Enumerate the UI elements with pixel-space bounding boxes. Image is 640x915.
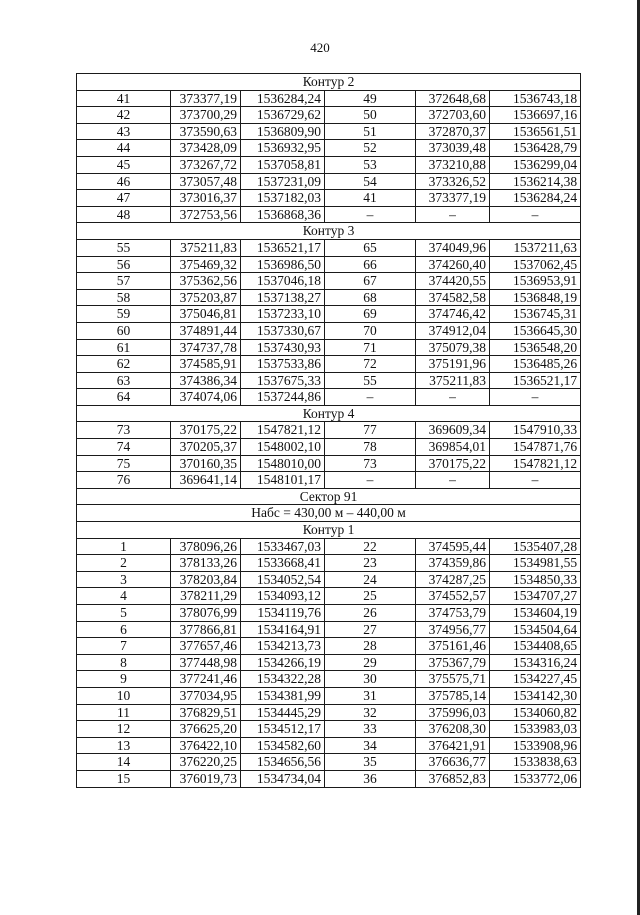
coordinates-table-body: [77, 74, 581, 788]
table-cell: 376422,10: [171, 737, 241, 754]
table-cell: 1534227,45: [490, 671, 581, 688]
table-cell: 7: [77, 638, 171, 655]
table-row: [77, 770, 581, 787]
table-cell: 1534707,27: [490, 588, 581, 605]
table-row: [77, 372, 581, 389]
table-cell: 1536809,90: [241, 123, 325, 140]
table-cell: 373700,29: [171, 107, 241, 124]
table-cell: 9: [77, 671, 171, 688]
table-cell: 378096,26: [171, 538, 241, 555]
table-cell: 374912,04: [416, 322, 490, 339]
table-cell: 4: [77, 588, 171, 605]
table-cell: 1547821,12: [490, 455, 581, 472]
table-cell: 1536645,30: [490, 322, 581, 339]
table-cell: –: [325, 206, 416, 223]
table-cell: 370160,35: [171, 455, 241, 472]
section-header-row: [77, 488, 581, 505]
table-cell: 1533983,03: [490, 721, 581, 738]
table-cell: 375161,46: [416, 638, 490, 655]
table-cell: 373590,63: [171, 123, 241, 140]
table-cell: 60: [77, 322, 171, 339]
table-cell: 73: [325, 455, 416, 472]
table-cell: 374552,57: [416, 588, 490, 605]
table-cell: 10: [77, 687, 171, 704]
table-cell: 1536848,19: [490, 289, 581, 306]
table-cell: 12: [77, 721, 171, 738]
table-row: [77, 704, 581, 721]
table-cell: 44: [77, 140, 171, 157]
table-cell: 373377,19: [416, 190, 490, 207]
table-row: [77, 455, 581, 472]
table-cell: 1537231,09: [241, 173, 325, 190]
table-cell: 1536743,18: [490, 90, 581, 107]
table-cell: 1534164,91: [241, 621, 325, 638]
table-cell: 375079,38: [416, 339, 490, 356]
section-header: Контур 4: [77, 405, 581, 422]
table-cell: 1536284,24: [490, 190, 581, 207]
table-cell: 1537138,27: [241, 289, 325, 306]
table-row: [77, 721, 581, 738]
section-header-row: [77, 223, 581, 240]
table-cell: 373057,48: [171, 173, 241, 190]
table-cell: 1534656,56: [241, 754, 325, 771]
table-cell: 1537533,86: [241, 356, 325, 373]
table-row: [77, 322, 581, 339]
section-header-row: [77, 505, 581, 522]
table-cell: 374582,58: [416, 289, 490, 306]
table-cell: 54: [325, 173, 416, 190]
table-cell: 29: [325, 654, 416, 671]
table-cell: 373267,72: [171, 156, 241, 173]
table-cell: 376019,73: [171, 770, 241, 787]
table-cell: 22: [325, 538, 416, 555]
table-cell: 41: [325, 190, 416, 207]
table-cell: 63: [77, 372, 171, 389]
table-cell: 26: [325, 605, 416, 622]
table-cell: 378211,29: [171, 588, 241, 605]
table-cell: 376829,51: [171, 704, 241, 721]
table-cell: 62: [77, 356, 171, 373]
table-cell: 374049,96: [416, 239, 490, 256]
table-cell: 1536868,36: [241, 206, 325, 223]
table-cell: 1537430,93: [241, 339, 325, 356]
table-cell: 1534322,28: [241, 671, 325, 688]
table-cell: 375785,14: [416, 687, 490, 704]
table-cell: 1536521,17: [241, 239, 325, 256]
table-cell: 378133,26: [171, 555, 241, 572]
table-cell: 69: [325, 306, 416, 323]
table-cell: 61: [77, 339, 171, 356]
table-cell: 376636,77: [416, 754, 490, 771]
table-cell: 378203,84: [171, 571, 241, 588]
table-cell: 375367,79: [416, 654, 490, 671]
table-cell: 1547821,12: [241, 422, 325, 439]
table-cell: 1536561,51: [490, 123, 581, 140]
table-cell: 372648,68: [416, 90, 490, 107]
table-cell: 1537330,67: [241, 322, 325, 339]
table-cell: 1533467,03: [241, 538, 325, 555]
table-cell: 46: [77, 173, 171, 190]
table-row: [77, 687, 581, 704]
table-cell: 13: [77, 737, 171, 754]
table-cell: 68: [325, 289, 416, 306]
table-cell: 42: [77, 107, 171, 124]
table-cell: 369854,01: [416, 439, 490, 456]
table-cell: 374420,55: [416, 273, 490, 290]
table-cell: 72: [325, 356, 416, 373]
table-cell: 375575,71: [416, 671, 490, 688]
table-cell: 369609,34: [416, 422, 490, 439]
table-cell: 36: [325, 770, 416, 787]
table-row: [77, 356, 581, 373]
page-number: 420: [310, 40, 330, 55]
table-row: [77, 206, 581, 223]
table-cell: 1535407,28: [490, 538, 581, 555]
table-cell: 370175,22: [171, 422, 241, 439]
table-row: [77, 439, 581, 456]
table-row: [77, 190, 581, 207]
table-row: [77, 306, 581, 323]
table-cell: 1534052,54: [241, 571, 325, 588]
table-cell: 1536284,24: [241, 90, 325, 107]
table-cell: 375362,56: [171, 273, 241, 290]
table-row: [77, 754, 581, 771]
table-cell: 373326,52: [416, 173, 490, 190]
table-cell: 376220,25: [171, 754, 241, 771]
table-cell: –: [325, 472, 416, 489]
table-cell: 1534060,82: [490, 704, 581, 721]
table-row: [77, 638, 581, 655]
table-row: [77, 538, 581, 555]
table-cell: 1536953,91: [490, 273, 581, 290]
table-row: [77, 472, 581, 489]
table-cell: 25: [325, 588, 416, 605]
table-row: [77, 256, 581, 273]
table-cell: 31: [325, 687, 416, 704]
table-cell: 2: [77, 555, 171, 572]
table-cell: 374891,44: [171, 322, 241, 339]
section-header-row: [77, 74, 581, 91]
table-cell: 77: [325, 422, 416, 439]
table-cell: 73: [77, 422, 171, 439]
table-cell: 1534142,30: [490, 687, 581, 704]
table-cell: 1537675,33: [241, 372, 325, 389]
table-cell: 1534512,17: [241, 721, 325, 738]
table-cell: 51: [325, 123, 416, 140]
table-cell: 374595,44: [416, 538, 490, 555]
section-header: Контур 2: [77, 74, 581, 91]
table-cell: 1534850,33: [490, 571, 581, 588]
table-cell: 1536485,26: [490, 356, 581, 373]
table-cell: –: [490, 472, 581, 489]
table-row: [77, 555, 581, 572]
table-cell: 377657,46: [171, 638, 241, 655]
table-cell: 70: [325, 322, 416, 339]
table-row: [77, 571, 581, 588]
table-cell: –: [416, 389, 490, 406]
table-row: [77, 239, 581, 256]
table-cell: 57: [77, 273, 171, 290]
table-cell: 78: [325, 439, 416, 456]
table-cell: 375211,83: [416, 372, 490, 389]
table-cell: 56: [77, 256, 171, 273]
table-cell: 1537062,45: [490, 256, 581, 273]
table-cell: –: [325, 389, 416, 406]
table-cell: 376625,20: [171, 721, 241, 738]
table-cell: 1536214,38: [490, 173, 581, 190]
table-cell: 1534266,19: [241, 654, 325, 671]
table-cell: 47: [77, 190, 171, 207]
table-cell: 1534119,76: [241, 605, 325, 622]
table-cell: 1533908,96: [490, 737, 581, 754]
table-cell: 375211,83: [171, 239, 241, 256]
table-cell: 374737,78: [171, 339, 241, 356]
table-cell: 1548002,10: [241, 439, 325, 456]
table-row: [77, 389, 581, 406]
table-cell: 3: [77, 571, 171, 588]
table-cell: 373016,37: [171, 190, 241, 207]
table-cell: 375046,81: [171, 306, 241, 323]
table-cell: 377241,46: [171, 671, 241, 688]
table-cell: –: [490, 206, 581, 223]
table-cell: 374753,79: [416, 605, 490, 622]
table-cell: 377866,81: [171, 621, 241, 638]
table-cell: 1533838,63: [490, 754, 581, 771]
section-header: Сектор 91: [77, 488, 581, 505]
table-cell: 67: [325, 273, 416, 290]
table-cell: 1536697,16: [490, 107, 581, 124]
table-cell: 1534408,65: [490, 638, 581, 655]
table-cell: 1533668,41: [241, 555, 325, 572]
table-row: [77, 737, 581, 754]
table-cell: 32: [325, 704, 416, 721]
table-cell: 1548010,00: [241, 455, 325, 472]
table-cell: 1: [77, 538, 171, 555]
table-row: [77, 156, 581, 173]
table-row: [77, 107, 581, 124]
table-row: [77, 422, 581, 439]
table-cell: –: [416, 206, 490, 223]
table-cell: 1537182,03: [241, 190, 325, 207]
table-cell: 376421,91: [416, 737, 490, 754]
table-row: [77, 173, 581, 190]
table-cell: 35: [325, 754, 416, 771]
table-cell: 373377,19: [171, 90, 241, 107]
table-cell: 11: [77, 704, 171, 721]
table-cell: 1534582,60: [241, 737, 325, 754]
table-cell: 1534213,73: [241, 638, 325, 655]
table-cell: 374585,91: [171, 356, 241, 373]
table-cell: 45: [77, 156, 171, 173]
table-row: [77, 605, 581, 622]
table-cell: 1536745,31: [490, 306, 581, 323]
table-cell: 1547871,76: [490, 439, 581, 456]
table-cell: 6: [77, 621, 171, 638]
table-cell: 55: [325, 372, 416, 389]
section-header: Контур 1: [77, 522, 581, 539]
table-cell: 1537058,81: [241, 156, 325, 173]
table-cell: 66: [325, 256, 416, 273]
section-header: Набс = 430,00 м – 440,00 м: [77, 505, 581, 522]
table-cell: 377448,98: [171, 654, 241, 671]
table-cell: 27: [325, 621, 416, 638]
table-cell: –: [416, 472, 490, 489]
table-cell: 376852,83: [416, 770, 490, 787]
table-cell: 1536428,79: [490, 140, 581, 157]
table-cell: 1534316,24: [490, 654, 581, 671]
table-cell: 374074,06: [171, 389, 241, 406]
table-cell: 1537211,63: [490, 239, 581, 256]
table-row: [77, 273, 581, 290]
table-cell: 375203,87: [171, 289, 241, 306]
table-cell: 372703,60: [416, 107, 490, 124]
table-cell: 1537046,18: [241, 273, 325, 290]
table-cell: 1534504,64: [490, 621, 581, 638]
table-cell: 55: [77, 239, 171, 256]
table-cell: 1534445,29: [241, 704, 325, 721]
table-row: [77, 123, 581, 140]
table-cell: 372753,56: [171, 206, 241, 223]
table-cell: 370205,37: [171, 439, 241, 456]
table-cell: 376208,30: [416, 721, 490, 738]
table-cell: 1534734,04: [241, 770, 325, 787]
table-cell: 374956,77: [416, 621, 490, 638]
section-header-row: [77, 522, 581, 539]
table-row: [77, 289, 581, 306]
table-cell: 24: [325, 571, 416, 588]
table-cell: 1537244,86: [241, 389, 325, 406]
table-cell: 373210,88: [416, 156, 490, 173]
table-cell: 58: [77, 289, 171, 306]
table-cell: 64: [77, 389, 171, 406]
table-cell: 23: [325, 555, 416, 572]
table-cell: 49: [325, 90, 416, 107]
table-cell: 1536986,50: [241, 256, 325, 273]
table-row: [77, 339, 581, 356]
table-cell: 373039,48: [416, 140, 490, 157]
table-cell: 33: [325, 721, 416, 738]
table-row: [77, 140, 581, 157]
table-cell: 1533772,06: [490, 770, 581, 787]
table-cell: 372870,37: [416, 123, 490, 140]
table-cell: 43: [77, 123, 171, 140]
table-cell: 53: [325, 156, 416, 173]
table-row: [77, 588, 581, 605]
table-cell: 1534381,99: [241, 687, 325, 704]
table-cell: 1536932,95: [241, 140, 325, 157]
table-cell: 374746,42: [416, 306, 490, 323]
section-header: Контур 3: [77, 223, 581, 240]
table-cell: 52: [325, 140, 416, 157]
table-cell: 65: [325, 239, 416, 256]
table-cell: 15: [77, 770, 171, 787]
table-cell: 50: [325, 107, 416, 124]
table-cell: 1536299,04: [490, 156, 581, 173]
table-cell: 1537233,10: [241, 306, 325, 323]
table-cell: 370175,22: [416, 455, 490, 472]
table-cell: 1547910,33: [490, 422, 581, 439]
table-cell: 1534093,12: [241, 588, 325, 605]
table-cell: 374386,34: [171, 372, 241, 389]
table-row: [77, 671, 581, 688]
table-cell: 373428,09: [171, 140, 241, 157]
table-cell: 375191,96: [416, 356, 490, 373]
table-cell: 14: [77, 754, 171, 771]
table-cell: 30: [325, 671, 416, 688]
table-cell: 1536521,17: [490, 372, 581, 389]
table-cell: 374260,40: [416, 256, 490, 273]
section-header-row: [77, 405, 581, 422]
table-cell: 1536548,20: [490, 339, 581, 356]
table-cell: 75: [77, 455, 171, 472]
table-row: [77, 621, 581, 638]
table-cell: 74: [77, 439, 171, 456]
table-cell: 1534604,19: [490, 605, 581, 622]
table-cell: 375996,03: [416, 704, 490, 721]
table-cell: 1534981,55: [490, 555, 581, 572]
table-cell: 8: [77, 654, 171, 671]
coordinates-table: [76, 73, 581, 788]
table-cell: 71: [325, 339, 416, 356]
table-cell: 48: [77, 206, 171, 223]
table-cell: 375469,32: [171, 256, 241, 273]
table-cell: 374287,25: [416, 571, 490, 588]
table-cell: 1536729,62: [241, 107, 325, 124]
table-cell: 41: [77, 90, 171, 107]
table-row: [77, 654, 581, 671]
table-cell: 1548101,17: [241, 472, 325, 489]
table-cell: 5: [77, 605, 171, 622]
table-cell: 59: [77, 306, 171, 323]
table-cell: 369641,14: [171, 472, 241, 489]
table-cell: 34: [325, 737, 416, 754]
table-cell: 76: [77, 472, 171, 489]
table-cell: –: [490, 389, 581, 406]
table-cell: 374359,86: [416, 555, 490, 572]
table-cell: 28: [325, 638, 416, 655]
table-cell: 378076,99: [171, 605, 241, 622]
table-row: [77, 90, 581, 107]
table-cell: 377034,95: [171, 687, 241, 704]
